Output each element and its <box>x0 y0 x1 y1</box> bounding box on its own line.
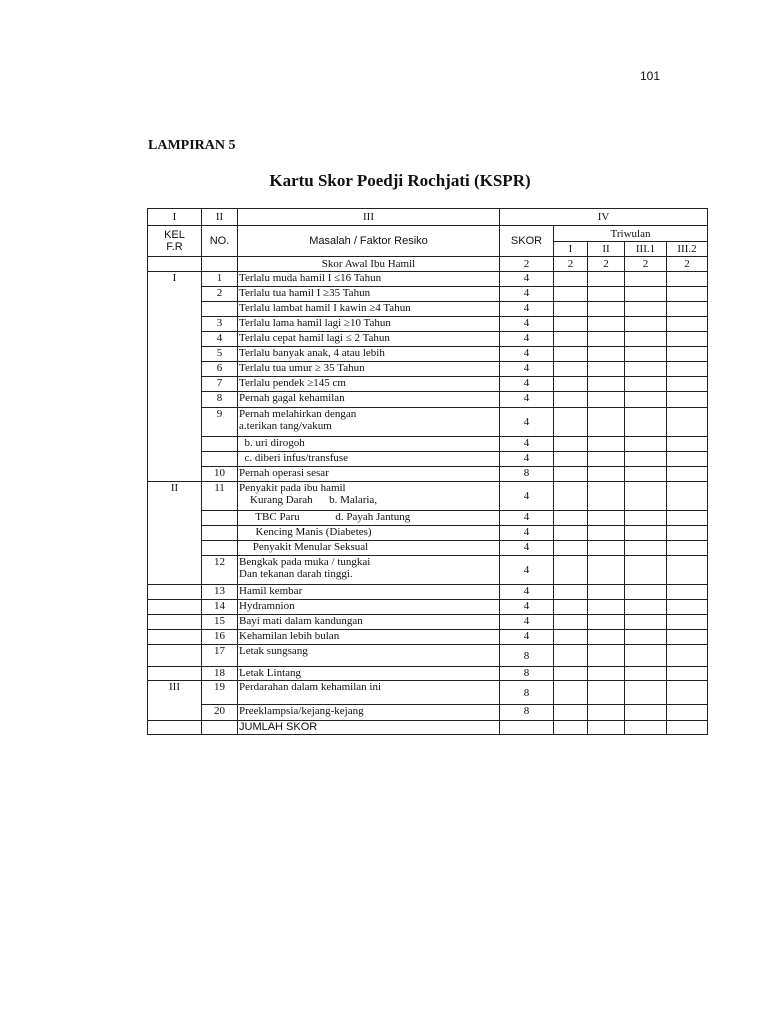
score-cell: 4 <box>500 317 554 332</box>
table-row <box>148 467 708 482</box>
score-cell: 4 <box>500 526 554 541</box>
triwulan-3-cell <box>625 600 667 615</box>
row-number-cell: 7 <box>202 377 238 392</box>
triwulan-4-cell <box>667 347 708 362</box>
triwulan-4-cell <box>667 287 708 302</box>
risk-factor-cell <box>238 645 500 667</box>
triwulan-4-cell <box>667 482 708 511</box>
triwulan-1-cell <box>554 317 588 332</box>
risk-factor-text: Terlalu muda hamil I ≤16 Tahun <box>239 272 382 284</box>
risk-factor-text: Hamil kembar <box>239 585 303 597</box>
triwulan-4-cell <box>667 332 708 347</box>
row-number-cell <box>202 541 238 556</box>
table-row <box>148 452 708 467</box>
triwulan-2-cell <box>588 408 625 437</box>
risk-group-cell <box>148 645 202 667</box>
triwulan-1-cell <box>554 705 588 721</box>
risk-factor-cell <box>238 705 500 721</box>
triwulan-3-cell <box>625 526 667 541</box>
triwulan-3-cell <box>625 347 667 362</box>
skor-awal-t1: 2 <box>554 257 588 272</box>
header-triwulan-1: I <box>554 242 588 257</box>
risk-factor-cell <box>238 287 500 302</box>
row-number-cell: 5 <box>202 347 238 362</box>
row-number-cell <box>202 452 238 467</box>
triwulan-3-cell <box>625 332 667 347</box>
risk-factor-text: c. diberi infus/transfuse <box>239 452 349 464</box>
risk-factor-text: b. uri dirogoh <box>239 437 305 449</box>
risk-factor-text: Penyakit pada ibu hamil <box>239 482 346 494</box>
triwulan-1-cell <box>554 585 588 600</box>
risk-factor-text-line2: Dan tekanan darah tinggi. <box>239 568 353 580</box>
risk-factor-text: Perdarahan dalam kehamilan ini <box>239 681 382 693</box>
triwulan-2-cell <box>588 705 625 721</box>
triwulan-1-cell <box>554 467 588 482</box>
triwulan-3-cell <box>625 615 667 630</box>
triwulan-2-cell <box>588 347 625 362</box>
triwulan-3-cell <box>625 377 667 392</box>
score-cell: 8 <box>500 667 554 681</box>
triwulan-1-cell <box>554 408 588 437</box>
table-row <box>148 667 708 681</box>
score-cell: 8 <box>500 467 554 482</box>
risk-group-cell <box>148 667 202 681</box>
triwulan-4-cell <box>667 362 708 377</box>
triwulan-3-cell <box>625 467 667 482</box>
skor-awal-row <box>148 257 708 272</box>
row-number-cell: 2 <box>202 287 238 302</box>
triwulan-4-cell <box>667 681 708 705</box>
row-number-cell: 16 <box>202 630 238 645</box>
skor-awal-t4: 2 <box>667 257 708 272</box>
header-masalah: Masalah / Faktor Resiko <box>238 226 500 257</box>
header-triwulan-3: III.1 <box>625 242 667 257</box>
score-cell: 4 <box>500 377 554 392</box>
triwulan-3-cell <box>625 681 667 705</box>
risk-factor-text: Kehamilan lebih bulan <box>239 630 340 642</box>
table-row <box>148 287 708 302</box>
score-cell: 4 <box>500 362 554 377</box>
risk-group-cell: III <box>148 681 202 721</box>
risk-factor-cell <box>238 511 500 526</box>
risk-group-cell <box>148 615 202 630</box>
triwulan-4-cell <box>667 556 708 585</box>
triwulan-2-cell <box>588 392 625 408</box>
risk-factor-cell <box>238 392 500 408</box>
risk-factor-cell <box>238 615 500 630</box>
score-cell: 4 <box>500 615 554 630</box>
header-col-iv: IV <box>500 209 708 226</box>
triwulan-4-cell <box>667 377 708 392</box>
score-cell: 4 <box>500 556 554 585</box>
triwulan-2-cell <box>588 302 625 317</box>
triwulan-4-cell <box>667 645 708 667</box>
triwulan-2-cell <box>588 272 625 287</box>
risk-factor-cell <box>238 332 500 347</box>
table-row <box>148 272 708 287</box>
triwulan-4-cell <box>667 630 708 645</box>
risk-factor-text: Terlalu lambat hamil I kawin ≥4 Tahun <box>239 302 411 314</box>
risk-factor-text: TBC Paru d. Payah Jantung <box>239 511 411 523</box>
risk-factor-text: Pernah melahirkan dengan <box>239 408 357 420</box>
table-row <box>148 392 708 408</box>
row-number-cell: 10 <box>202 467 238 482</box>
row-number-cell: 4 <box>202 332 238 347</box>
row-number-cell: 17 <box>202 645 238 667</box>
triwulan-1-cell <box>554 377 588 392</box>
triwulan-3-cell <box>625 408 667 437</box>
header-triwulan-2: II <box>588 242 625 257</box>
table-row <box>148 437 708 452</box>
triwulan-4-cell <box>667 408 708 437</box>
risk-factor-cell <box>238 541 500 556</box>
skor-awal-kel <box>148 257 202 272</box>
risk-factor-cell <box>238 452 500 467</box>
table-row <box>148 645 708 667</box>
triwulan-3-cell <box>625 667 667 681</box>
header-kel: KEL <box>164 229 185 241</box>
triwulan-2-cell <box>588 467 625 482</box>
score-cell: 8 <box>500 705 554 721</box>
table-row <box>148 541 708 556</box>
row-number-cell: 13 <box>202 585 238 600</box>
triwulan-3-cell <box>625 645 667 667</box>
risk-factor-cell <box>238 347 500 362</box>
triwulan-1-cell <box>554 600 588 615</box>
triwulan-2-cell <box>588 332 625 347</box>
row-number-cell: 6 <box>202 362 238 377</box>
triwulan-3-cell <box>625 541 667 556</box>
table-row <box>148 526 708 541</box>
score-cell: 4 <box>500 408 554 437</box>
score-cell: 8 <box>500 645 554 667</box>
triwulan-1-cell <box>554 615 588 630</box>
triwulan-2-cell <box>588 645 625 667</box>
triwulan-2-cell <box>588 681 625 705</box>
risk-factor-text: Letak sungsang <box>239 645 308 657</box>
triwulan-3-cell <box>625 392 667 408</box>
triwulan-3-cell <box>625 287 667 302</box>
triwulan-3-cell <box>625 272 667 287</box>
header-col-iii: III <box>238 209 500 226</box>
risk-factor-text: Penyakit Menular Seksual <box>239 541 369 553</box>
triwulan-1-cell <box>554 667 588 681</box>
triwulan-2-cell <box>588 377 625 392</box>
triwulan-3-cell <box>625 317 667 332</box>
risk-factor-cell <box>238 556 500 585</box>
table-row <box>148 332 708 347</box>
row-number-cell: 15 <box>202 615 238 630</box>
triwulan-4-cell <box>667 526 708 541</box>
row-number-cell <box>202 437 238 452</box>
triwulan-2-cell <box>588 585 625 600</box>
triwulan-2-cell <box>588 511 625 526</box>
risk-group-cell <box>148 630 202 645</box>
row-number-cell: 9 <box>202 408 238 437</box>
kspr-table <box>147 208 708 735</box>
triwulan-2-cell <box>588 526 625 541</box>
triwulan-1-cell <box>554 541 588 556</box>
skor-awal-label: Skor Awal Ibu Hamil <box>238 257 500 272</box>
table-row <box>148 705 708 721</box>
triwulan-2-cell <box>588 287 625 302</box>
triwulan-4-cell <box>667 541 708 556</box>
score-cell: 4 <box>500 332 554 347</box>
triwulan-3-cell <box>625 437 667 452</box>
table-row <box>148 482 708 511</box>
triwulan-4-cell <box>667 467 708 482</box>
score-cell: 4 <box>500 272 554 287</box>
triwulan-4-cell <box>667 272 708 287</box>
score-cell: 8 <box>500 681 554 705</box>
triwulan-2-cell <box>588 452 625 467</box>
risk-factor-cell <box>238 317 500 332</box>
triwulan-2-cell <box>588 667 625 681</box>
table-row <box>148 615 708 630</box>
row-number-cell: 14 <box>202 600 238 615</box>
row-number-cell: 1 <box>202 272 238 287</box>
risk-factor-cell <box>238 526 500 541</box>
triwulan-4-cell <box>667 452 708 467</box>
score-cell: 4 <box>500 302 554 317</box>
triwulan-1-cell <box>554 437 588 452</box>
table-row <box>148 302 708 317</box>
triwulan-3-cell <box>625 630 667 645</box>
triwulan-2-cell <box>588 482 625 511</box>
risk-factor-cell <box>238 467 500 482</box>
score-cell: 4 <box>500 437 554 452</box>
triwulan-2-cell <box>588 437 625 452</box>
risk-factor-cell <box>238 681 500 705</box>
triwulan-4-cell <box>667 615 708 630</box>
triwulan-3-cell <box>625 511 667 526</box>
triwulan-1-cell <box>554 452 588 467</box>
triwulan-4-cell <box>667 392 708 408</box>
risk-factor-cell <box>238 437 500 452</box>
row-number-cell: 12 <box>202 556 238 585</box>
triwulan-3-cell <box>625 452 667 467</box>
total-triwulan-2-cell <box>588 721 625 735</box>
row-number-cell: 11 <box>202 482 238 511</box>
total-score-cell <box>500 721 554 735</box>
risk-factor-cell <box>238 362 500 377</box>
score-cell: 4 <box>500 585 554 600</box>
risk-factor-text: Terlalu tua hamil I ≥35 Tahun <box>239 287 371 299</box>
risk-factor-text: Preeklampsia/kejang-kejang <box>239 705 364 717</box>
triwulan-2-cell <box>588 556 625 585</box>
score-cell: 4 <box>500 511 554 526</box>
triwulan-4-cell <box>667 600 708 615</box>
header-triwulan: Triwulan <box>554 226 708 242</box>
row-number-cell: 20 <box>202 705 238 721</box>
risk-factor-cell <box>238 667 500 681</box>
triwulan-4-cell <box>667 302 708 317</box>
table-row <box>148 681 708 705</box>
row-number-cell: 8 <box>202 392 238 408</box>
skor-awal-t3: 2 <box>625 257 667 272</box>
risk-factor-text: Bengkak pada muka / tungkai <box>239 556 371 568</box>
risk-factor-text: Terlalu tua umur ≥ 35 Tahun <box>239 362 365 374</box>
total-no-cell <box>202 721 238 735</box>
triwulan-1-cell <box>554 556 588 585</box>
triwulan-4-cell <box>667 667 708 681</box>
header-no: NO. <box>202 226 238 257</box>
table-row <box>148 556 708 585</box>
page-title: Kartu Skor Poedji Rochjati (KSPR) <box>269 171 531 190</box>
row-number-cell: 18 <box>202 667 238 681</box>
triwulan-2-cell <box>588 362 625 377</box>
risk-group-cell: II <box>148 482 202 585</box>
triwulan-3-cell <box>625 362 667 377</box>
score-cell: 4 <box>500 600 554 615</box>
triwulan-1-cell <box>554 392 588 408</box>
risk-factor-text: Hydramnion <box>239 600 295 612</box>
triwulan-3-cell <box>625 585 667 600</box>
skor-awal-no <box>202 257 238 272</box>
total-label: JUMLAH SKOR <box>238 721 500 735</box>
row-number-cell: 3 <box>202 317 238 332</box>
row-number-cell <box>202 302 238 317</box>
table-row <box>148 511 708 526</box>
total-triwulan-3-cell <box>625 721 667 735</box>
triwulan-1-cell <box>554 362 588 377</box>
triwulan-4-cell <box>667 705 708 721</box>
triwulan-1-cell <box>554 482 588 511</box>
risk-factor-text: Pernah operasi sesar <box>239 467 329 479</box>
triwulan-2-cell <box>588 541 625 556</box>
table-row <box>148 408 708 437</box>
score-cell: 4 <box>500 482 554 511</box>
risk-group-cell: I <box>148 272 202 482</box>
page-number: 101 <box>640 69 661 83</box>
triwulan-4-cell <box>667 437 708 452</box>
score-cell: 4 <box>500 392 554 408</box>
risk-factor-cell <box>238 600 500 615</box>
score-cell: 4 <box>500 630 554 645</box>
triwulan-3-cell <box>625 302 667 317</box>
header-kel-fr <box>148 226 202 257</box>
risk-factor-text: Terlalu pendek ≥145 cm <box>239 377 346 389</box>
risk-factor-text-line2: Kurang Darah b. Malaria, <box>239 494 378 506</box>
appendix-label: LAMPIRAN 5 <box>148 138 236 153</box>
risk-factor-cell <box>238 377 500 392</box>
triwulan-3-cell <box>625 482 667 511</box>
triwulan-3-cell <box>625 556 667 585</box>
triwulan-4-cell <box>667 317 708 332</box>
triwulan-3-cell <box>625 705 667 721</box>
table-row <box>148 377 708 392</box>
risk-factor-text: Terlalu cepat hamil lagi ≤ 2 Tahun <box>239 332 390 344</box>
risk-factor-cell <box>238 408 500 437</box>
skor-awal-skor: 2 <box>500 257 554 272</box>
table-row <box>148 317 708 332</box>
risk-factor-cell <box>238 585 500 600</box>
total-triwulan-4-cell <box>667 721 708 735</box>
total-kel-cell <box>148 721 202 735</box>
header-row-roman <box>148 209 708 226</box>
score-cell: 4 <box>500 541 554 556</box>
triwulan-1-cell <box>554 511 588 526</box>
triwulan-1-cell <box>554 272 588 287</box>
risk-factor-cell <box>238 630 500 645</box>
table-row <box>148 600 708 615</box>
risk-group-cell <box>148 585 202 600</box>
header-row-labels <box>148 226 708 242</box>
risk-factor-cell <box>238 272 500 287</box>
risk-factor-text: Kencing Manis (Diabetes) <box>239 526 372 538</box>
score-cell: 4 <box>500 287 554 302</box>
header-fr: F.R <box>166 241 183 253</box>
triwulan-1-cell <box>554 630 588 645</box>
header-triwulan-4: III.2 <box>667 242 708 257</box>
risk-factor-cell <box>238 482 500 511</box>
triwulan-4-cell <box>667 585 708 600</box>
table-row <box>148 585 708 600</box>
risk-factor-text: Terlalu banyak anak, 4 atau lebih <box>239 347 385 359</box>
header-skor: SKOR <box>500 226 554 257</box>
row-number-cell <box>202 526 238 541</box>
risk-factor-text-line2: a.terikan tang/vakum <box>239 420 332 432</box>
triwulan-2-cell <box>588 600 625 615</box>
risk-factor-cell <box>238 302 500 317</box>
triwulan-1-cell <box>554 332 588 347</box>
triwulan-2-cell <box>588 630 625 645</box>
score-cell: 4 <box>500 347 554 362</box>
header-col-i: I <box>148 209 202 226</box>
skor-awal-t2: 2 <box>588 257 625 272</box>
triwulan-2-cell <box>588 317 625 332</box>
risk-factor-text: Pernah gagal kehamilan <box>239 392 345 404</box>
triwulan-2-cell <box>588 615 625 630</box>
table-row <box>148 630 708 645</box>
triwulan-1-cell <box>554 302 588 317</box>
risk-factor-text: Terlalu lama hamil lagi ≥10 Tahun <box>239 317 391 329</box>
score-cell: 4 <box>500 452 554 467</box>
triwulan-1-cell <box>554 526 588 541</box>
triwulan-1-cell <box>554 287 588 302</box>
row-number-cell: 19 <box>202 681 238 705</box>
table-row <box>148 347 708 362</box>
total-triwulan-1-cell <box>554 721 588 735</box>
triwulan-4-cell <box>667 511 708 526</box>
triwulan-1-cell <box>554 645 588 667</box>
triwulan-1-cell <box>554 347 588 362</box>
row-number-cell <box>202 511 238 526</box>
header-col-ii: II <box>202 209 238 226</box>
total-row <box>148 721 708 735</box>
triwulan-1-cell <box>554 681 588 705</box>
risk-factor-text: Letak Lintang <box>239 667 302 679</box>
risk-group-cell <box>148 600 202 615</box>
table-row <box>148 362 708 377</box>
risk-factor-text: Bayi mati dalam kandungan <box>239 615 363 627</box>
